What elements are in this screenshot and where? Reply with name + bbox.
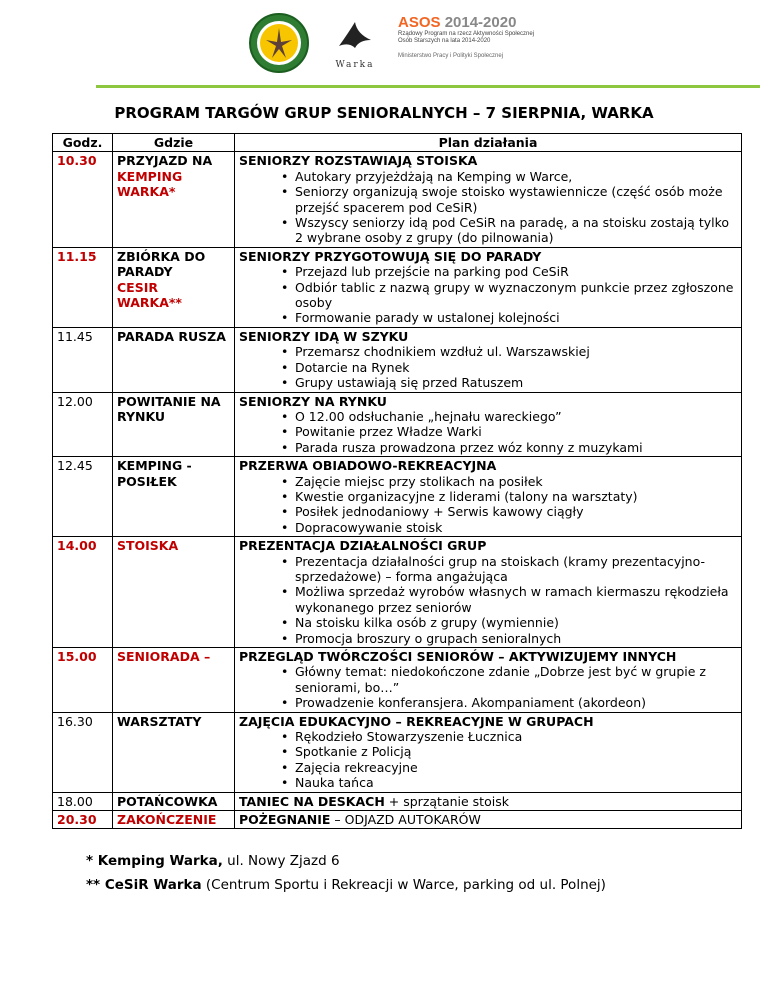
header-divider xyxy=(96,85,760,88)
footnote-text: ul. Nowy Zjazd 6 xyxy=(222,853,340,870)
plan-heading-suffix: + sprzątanie stoisk xyxy=(384,793,509,809)
row-time: 15.00 xyxy=(53,648,113,713)
logo-header xyxy=(0,0,768,90)
plan-list xyxy=(239,344,737,390)
where-line: PARADA RUSZA xyxy=(117,328,226,344)
list-item: • Seniorzy organizują swoje stoisko wystawiennicze (część osób może przejść spacerem pod CeSiR) xyxy=(295,184,737,215)
plan-heading-suffix: – ODJAZD AUTOKARÓW xyxy=(330,812,481,828)
row-plan xyxy=(235,792,742,810)
table-row xyxy=(53,152,742,247)
where-line-red: STOISKA xyxy=(117,538,179,554)
plan-list xyxy=(239,409,737,455)
table-row xyxy=(53,712,742,792)
where-line: KEMPING - xyxy=(117,458,192,474)
row-time: 11.45 xyxy=(53,327,113,392)
row-where xyxy=(113,247,235,327)
row-time: 16.30 xyxy=(53,712,113,792)
plan-heading-text: PRZEGLĄD TWÓRCZOŚCI SENIORÓW – AKTYWIZUJEMY INNYCH xyxy=(239,649,677,664)
plan-heading xyxy=(239,714,737,729)
plan-heading-text: SENIORZY NA RYNKU xyxy=(239,393,387,409)
table-row xyxy=(53,457,742,537)
plan-list xyxy=(239,264,737,326)
table-row xyxy=(53,537,742,648)
footnote-label: ** CeSiR Warka xyxy=(86,877,202,894)
list-item: • Promocja broszury o grupach senioralnych xyxy=(295,631,737,646)
plan-heading-text: PRZERWA OBIADOWO-REKREACYJNA xyxy=(239,458,497,474)
table-row xyxy=(53,811,742,829)
organization-emblem-icon xyxy=(248,12,310,74)
plan-heading xyxy=(239,538,737,553)
list-item: • Autokary przyjeżdżają na Kemping w Warce, xyxy=(295,169,737,184)
footnote xyxy=(86,853,340,869)
row-plan xyxy=(235,392,742,457)
bird-icon xyxy=(335,18,375,54)
asos-desc-2: Osób Starszych na lata 2014-2020 xyxy=(398,38,491,44)
list-item: • Zajęcie miejsc przy stolikach na posiłek xyxy=(295,474,737,489)
plan-heading xyxy=(239,812,737,827)
plan-heading-text: TANIEC NA DESKACH xyxy=(239,793,385,809)
table-row xyxy=(53,648,742,713)
row-plan xyxy=(235,247,742,327)
plan-list xyxy=(239,664,737,710)
list-item: • Nauka tańca xyxy=(295,775,737,790)
list-item: • Grupy ustawiają się przed Ratuszem xyxy=(295,375,737,390)
where-line: ZBIÓRKA DO xyxy=(117,248,206,264)
where-line: PARADY xyxy=(117,264,173,280)
row-plan xyxy=(235,811,742,829)
list-item: • Rękodzieło Stowarzyszenie Łucznica xyxy=(295,729,737,744)
row-where xyxy=(113,327,235,392)
row-plan xyxy=(235,537,742,648)
where-line-red: WARKA** xyxy=(117,295,182,311)
list-item: • Odbiór tablic z nazwą grupy w wyznaczonym punkcie przez zgłoszone osoby xyxy=(295,280,737,311)
plan-list xyxy=(239,474,737,536)
row-where xyxy=(113,712,235,792)
row-plan xyxy=(235,648,742,713)
where-line: POSIŁEK xyxy=(117,473,177,489)
where-line: PRZYJAZD NA xyxy=(117,153,213,169)
list-item: • Posiłek jednodaniowy + Serwis kawowy ciągły xyxy=(295,504,737,519)
list-item: • Przejazd lub przejście na parking pod CeSiR xyxy=(295,264,737,279)
list-item: • Dopracowywanie stoisk xyxy=(295,520,737,535)
header-plan: Plan działania xyxy=(235,134,742,152)
footnote-text: (Centrum Sportu i Rekreacji w Warce, parking od ul. Polnej) xyxy=(201,877,606,894)
plan-list xyxy=(239,729,737,791)
where-line: POWITANIE NA xyxy=(117,393,221,409)
page-title: PROGRAM TARGÓW GRUP SENIORALNYCH – 7 SIERPNIA, WARKA xyxy=(114,104,654,122)
where-suffix: – xyxy=(199,649,211,664)
where-line-red: CESIR xyxy=(117,279,158,295)
row-where xyxy=(113,537,235,648)
plan-heading-text: POŻEGNANIE xyxy=(239,812,331,828)
where-line-red: KEMPING xyxy=(117,168,183,184)
warka-logo-text: Warka xyxy=(335,60,375,70)
table-row xyxy=(53,247,742,327)
where-line-red: WARKA* xyxy=(117,184,176,200)
list-item: • Prowadzenie konferansjera. Akompaniament (akordeon) xyxy=(295,695,737,710)
plan-list xyxy=(239,169,737,246)
asos-years: 2014-2020 xyxy=(444,14,517,31)
row-time: 18.00 xyxy=(53,792,113,810)
plan-heading xyxy=(239,794,737,809)
table-header-row xyxy=(53,134,742,152)
plan-heading-text: SENIORZY IDĄ W SZYKU xyxy=(239,328,409,344)
plan-heading xyxy=(239,249,737,264)
list-item: • Prezentacja działalności grup na stoiskach (kramy prezentacyjno-sprzedażowe) – forma angażująca xyxy=(295,554,737,585)
list-item: • Zajęcia rekreacyjne xyxy=(295,760,737,775)
row-where xyxy=(113,792,235,810)
where-line: RYNKU xyxy=(117,408,166,424)
row-where xyxy=(113,392,235,457)
row-plan xyxy=(235,327,742,392)
list-item: • Przemarsz chodnikiem wzdłuż ul. Warszawskiej xyxy=(295,344,737,359)
table-row xyxy=(53,392,742,457)
plan-heading-text: ZAJĘCIA EDUKACYJNO – REKREACYJNE W GRUPACH xyxy=(239,713,594,729)
header-time: Godz. xyxy=(53,134,113,152)
row-time: 11.15 xyxy=(53,247,113,327)
where-line: POTAŃCOWKA xyxy=(117,793,218,809)
row-time: 12.45 xyxy=(53,457,113,537)
row-where xyxy=(113,811,235,829)
row-where xyxy=(113,152,235,247)
header-where: Gdzie xyxy=(113,134,235,152)
row-time: 14.00 xyxy=(53,537,113,648)
row-plan xyxy=(235,152,742,247)
list-item: • Parada rusza prowadzona przez wóz konny z muzykami xyxy=(295,440,737,455)
list-item: • Możliwa sprzedaż wyrobów własnych w ramach kiermaszu rękodzieła wykonanego przez seniorów xyxy=(295,584,737,615)
where-line: WARSZTATY xyxy=(117,713,202,729)
row-plan xyxy=(235,457,742,537)
row-where xyxy=(113,457,235,537)
asos-logo xyxy=(398,14,638,59)
list-item: • Główny temat: niedokończone zdanie „Dobrze jest być w grupie z seniorami, bo…” xyxy=(295,664,737,695)
list-item: • O 12.00 odsłuchanie „hejnału wareckiego” xyxy=(295,409,737,424)
program-table-body xyxy=(53,152,742,829)
plan-heading xyxy=(239,458,737,473)
asos-title-text: ASOS xyxy=(398,14,441,31)
plan-list xyxy=(239,554,737,646)
row-time: 20.30 xyxy=(53,811,113,829)
program-table xyxy=(52,133,742,829)
plan-heading xyxy=(239,329,737,344)
plan-heading-text: SENIORZY PRZYGOTOWUJĄ SIĘ DO PARADY xyxy=(239,248,542,264)
where-line-red: ZAKOŃCZENIE xyxy=(117,812,217,828)
asos-title xyxy=(398,14,638,31)
list-item: • Wszyscy seniorzy idą pod CeSiR na paradę, a na stoisku zostają tylko 2 wybrane osoby z grupy (do pilnowania) xyxy=(295,215,737,246)
asos-desc-1: Rządowy Program na rzecz Aktywności Społecznej xyxy=(398,31,535,37)
list-item: • Spotkanie z Policją xyxy=(295,744,737,759)
table-row xyxy=(53,792,742,810)
plan-heading xyxy=(239,153,737,168)
list-item: • Na stoisku kilka osób z grupy (wymiennie) xyxy=(295,615,737,630)
footnote-label: * Kemping Warka, xyxy=(86,853,223,870)
plan-heading-text: PREZENTACJA DZIAŁALNOŚCI GRUP xyxy=(239,538,487,554)
row-where xyxy=(113,648,235,713)
where-line-red: SENIORADA – xyxy=(117,649,211,664)
warka-logo xyxy=(330,18,380,70)
row-time: 12.00 xyxy=(53,392,113,457)
plan-heading xyxy=(239,394,737,409)
list-item: • Kwestie organizacyjne z liderami (talony na warsztaty) xyxy=(295,489,737,504)
footnote xyxy=(86,877,606,893)
plan-heading-text: SENIORZY ROZSTAWIAJĄ STOISKA xyxy=(239,153,478,169)
list-item: • Formowanie parady w ustalonej kolejności xyxy=(295,310,737,325)
plan-heading xyxy=(239,649,737,664)
row-time: 10.30 xyxy=(53,152,113,247)
list-item: • Dotarcie na Rynek xyxy=(295,360,737,375)
list-item: • Powitanie przez Władze Warki xyxy=(295,424,737,439)
row-plan xyxy=(235,712,742,792)
table-row xyxy=(53,327,742,392)
asos-ministry: Ministerstwo Pracy i Polityki Społecznej xyxy=(398,53,504,59)
